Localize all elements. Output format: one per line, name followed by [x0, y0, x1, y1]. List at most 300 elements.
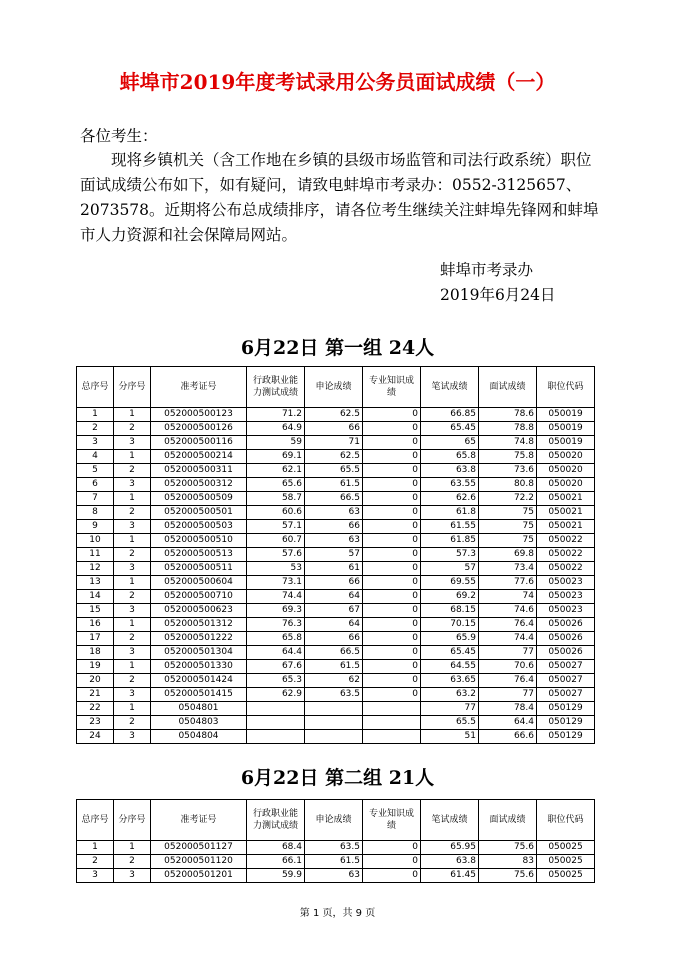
- header-total-no: 总序号: [77, 367, 114, 408]
- cell-essay-score: 63: [305, 869, 363, 883]
- cell-total-no: 21: [77, 688, 114, 702]
- table-row: [77, 688, 595, 702]
- table-row: [77, 590, 595, 604]
- cell-sub-no: 3: [114, 869, 151, 883]
- header-position-code: 职位代码: [537, 800, 595, 841]
- cell-aptitude-score: 57.1: [247, 520, 305, 534]
- cell-sub-no: 3: [114, 688, 151, 702]
- header-written-score: 笔试成绩: [421, 800, 479, 841]
- table-row: [77, 632, 595, 646]
- cell-written-score: 65.45: [421, 646, 479, 660]
- cell-total-no: 17: [77, 632, 114, 646]
- table-row: [77, 716, 595, 730]
- cell-total-no: 15: [77, 604, 114, 618]
- cell-position-code: 050022: [537, 548, 595, 562]
- cell-written-score: 65: [421, 436, 479, 450]
- cell-professional-score: 0: [363, 590, 421, 604]
- cell-professional-score: 0: [363, 478, 421, 492]
- header-position-code: 职位代码: [537, 367, 595, 408]
- cell-professional-score: 0: [363, 520, 421, 534]
- cell-sub-no: 2: [114, 632, 151, 646]
- cell-position-code: 050129: [537, 730, 595, 744]
- cell-interview-score: 75.8: [479, 450, 537, 464]
- cell-interview-score: 72.2: [479, 492, 537, 506]
- cell-sub-no: 2: [114, 855, 151, 869]
- table-row: [77, 730, 595, 744]
- cell-sub-no: 2: [114, 422, 151, 436]
- cell-interview-score: 77.6: [479, 576, 537, 590]
- cell-position-code: 050020: [537, 464, 595, 478]
- cell-interview-score: 83: [479, 855, 537, 869]
- cell-essay-score: 61.5: [305, 478, 363, 492]
- cell-professional-score: 0: [363, 436, 421, 450]
- cell-sub-no: 2: [114, 590, 151, 604]
- cell-essay-score: 64: [305, 590, 363, 604]
- cell-written-score: 57.3: [421, 548, 479, 562]
- cell-professional-score: 0: [363, 688, 421, 702]
- cell-interview-score: 77: [479, 688, 537, 702]
- cell-interview-score: 69.8: [479, 548, 537, 562]
- cell-total-no: 20: [77, 674, 114, 688]
- cell-written-score: 51: [421, 730, 479, 744]
- table-row: [77, 492, 595, 506]
- cell-total-no: 3: [77, 436, 114, 450]
- cell-professional-score: [363, 702, 421, 716]
- cell-interview-score: 75.6: [479, 841, 537, 855]
- cell-total-no: 16: [77, 618, 114, 632]
- cell-position-code: 050026: [537, 618, 595, 632]
- cell-interview-score: 64.4: [479, 716, 537, 730]
- cell-professional-score: 0: [363, 618, 421, 632]
- cell-essay-score: 63: [305, 506, 363, 520]
- cell-interview-score: 78.8: [479, 422, 537, 436]
- table-row: [77, 408, 595, 422]
- table-row: [77, 534, 595, 548]
- cell-total-no: 5: [77, 464, 114, 478]
- notice-body: 现将乡镇机关（含工作地在乡镇的县级市场监管和司法行政系统）职位面试成绩公布如下，如有疑问，请致电蚌埠市考录办：0552-3125657、2073578。近期将公布总成绩排序，请各位考生继续关注蚌埠先锋网和蚌埠市人力资源和社会保障局网站。: [80, 151, 599, 244]
- cell-exam-id: 052000500126: [151, 422, 247, 436]
- cell-aptitude-score: [247, 702, 305, 716]
- cell-exam-id: 052000500509: [151, 492, 247, 506]
- cell-interview-score: 66.6: [479, 730, 537, 744]
- cell-aptitude-score: 59.9: [247, 869, 305, 883]
- header-essay-score: 申论成绩: [305, 367, 363, 408]
- cell-aptitude-score: 59: [247, 436, 305, 450]
- table-row: [77, 674, 595, 688]
- score-table-group-1: [76, 366, 595, 744]
- cell-position-code: 050025: [537, 855, 595, 869]
- cell-written-score: 66.85: [421, 408, 479, 422]
- cell-written-score: 65.8: [421, 450, 479, 464]
- cell-interview-score: 75: [479, 520, 537, 534]
- header-exam-id: 准考证号: [151, 367, 247, 408]
- cell-exam-id: 0504801: [151, 702, 247, 716]
- cell-interview-score: 74.8: [479, 436, 537, 450]
- cell-aptitude-score: 76.3: [247, 618, 305, 632]
- cell-written-score: 68.15: [421, 604, 479, 618]
- cell-aptitude-score: 74.4: [247, 590, 305, 604]
- table-row: [77, 660, 595, 674]
- cell-position-code: 050021: [537, 492, 595, 506]
- cell-position-code: 050020: [537, 478, 595, 492]
- cell-essay-score: 64: [305, 618, 363, 632]
- cell-total-no: 14: [77, 590, 114, 604]
- cell-position-code: 050019: [537, 436, 595, 450]
- cell-essay-score: 61.5: [305, 660, 363, 674]
- score-table-group-2: [76, 799, 595, 883]
- cell-position-code: 050019: [537, 408, 595, 422]
- cell-interview-score: 80.8: [479, 478, 537, 492]
- cell-sub-no: 1: [114, 408, 151, 422]
- cell-aptitude-score: 65.3: [247, 674, 305, 688]
- cell-exam-id: 052000500511: [151, 562, 247, 576]
- table-row: [77, 478, 595, 492]
- document-title: 蚌埠市2019年度考试录用公务员面试成绩（一）: [119, 70, 556, 94]
- cell-aptitude-score: 73.1: [247, 576, 305, 590]
- header-aptitude-score: 行政职业能力测试成绩: [247, 367, 305, 408]
- date: 2019年6月24日: [440, 286, 556, 304]
- cell-professional-score: 0: [363, 408, 421, 422]
- cell-sub-no: 1: [114, 576, 151, 590]
- cell-written-score: 61.8: [421, 506, 479, 520]
- cell-essay-score: 65.5: [305, 464, 363, 478]
- table-row: [77, 464, 595, 478]
- table-row: [77, 562, 595, 576]
- cell-sub-no: 1: [114, 841, 151, 855]
- cell-professional-score: 0: [363, 855, 421, 869]
- cell-position-code: 050022: [537, 562, 595, 576]
- cell-total-no: 1: [77, 841, 114, 855]
- table-row: [77, 869, 595, 883]
- cell-aptitude-score: 60.6: [247, 506, 305, 520]
- cell-total-no: 22: [77, 702, 114, 716]
- cell-professional-score: 0: [363, 548, 421, 562]
- cell-aptitude-score: 64.9: [247, 422, 305, 436]
- cell-professional-score: 0: [363, 660, 421, 674]
- cell-position-code: 050026: [537, 632, 595, 646]
- cell-exam-id: 052000501304: [151, 646, 247, 660]
- cell-aptitude-score: 69.3: [247, 604, 305, 618]
- cell-sub-no: 2: [114, 464, 151, 478]
- cell-exam-id: 052000500510: [151, 534, 247, 548]
- cell-essay-score: 62: [305, 674, 363, 688]
- cell-position-code: 050026: [537, 646, 595, 660]
- cell-exam-id: 052000501415: [151, 688, 247, 702]
- cell-essay-score: 63: [305, 534, 363, 548]
- cell-aptitude-score: 66.1: [247, 855, 305, 869]
- cell-exam-id: 052000501120: [151, 855, 247, 869]
- cell-written-score: 63.8: [421, 464, 479, 478]
- cell-interview-score: 73.6: [479, 464, 537, 478]
- cell-professional-score: 0: [363, 632, 421, 646]
- cell-sub-no: 1: [114, 534, 151, 548]
- cell-written-score: 62.6: [421, 492, 479, 506]
- cell-essay-score: 71: [305, 436, 363, 450]
- table-header-row: [77, 800, 595, 841]
- cell-essay-score: 61: [305, 562, 363, 576]
- cell-total-no: 4: [77, 450, 114, 464]
- cell-professional-score: 0: [363, 450, 421, 464]
- cell-written-score: 63.55: [421, 478, 479, 492]
- header-professional-score: 专业知识成绩: [363, 800, 421, 841]
- cell-position-code: 050023: [537, 590, 595, 604]
- cell-exam-id: 052000500604: [151, 576, 247, 590]
- cell-written-score: 61.85: [421, 534, 479, 548]
- cell-professional-score: 0: [363, 506, 421, 520]
- cell-written-score: 69.2: [421, 590, 479, 604]
- cell-position-code: 050023: [537, 604, 595, 618]
- cell-aptitude-score: 65.8: [247, 632, 305, 646]
- cell-written-score: 63.2: [421, 688, 479, 702]
- cell-interview-score: 74.4: [479, 632, 537, 646]
- cell-professional-score: 0: [363, 604, 421, 618]
- cell-professional-score: 0: [363, 464, 421, 478]
- table-row: [77, 450, 595, 464]
- cell-interview-score: 78.4: [479, 702, 537, 716]
- cell-professional-score: 0: [363, 422, 421, 436]
- cell-sub-no: 1: [114, 618, 151, 632]
- cell-essay-score: 62.5: [305, 408, 363, 422]
- cell-exam-id: 052000500710: [151, 590, 247, 604]
- cell-total-no: 2: [77, 855, 114, 869]
- cell-aptitude-score: 62.9: [247, 688, 305, 702]
- cell-total-no: 11: [77, 548, 114, 562]
- greeting: 各位考生：: [80, 127, 158, 145]
- table-row: [77, 646, 595, 660]
- cell-essay-score: [305, 716, 363, 730]
- cell-total-no: 8: [77, 506, 114, 520]
- cell-total-no: 3: [77, 869, 114, 883]
- cell-exam-id: 052000500503: [151, 520, 247, 534]
- cell-essay-score: 66: [305, 632, 363, 646]
- cell-exam-id: 052000501201: [151, 869, 247, 883]
- table-row: [77, 506, 595, 520]
- group-title-2: 6月22日 第二组 21人: [240, 767, 435, 789]
- cell-exam-id: 0504803: [151, 716, 247, 730]
- cell-written-score: 77: [421, 702, 479, 716]
- cell-professional-score: 0: [363, 576, 421, 590]
- cell-essay-score: 66.5: [305, 646, 363, 660]
- cell-total-no: 24: [77, 730, 114, 744]
- cell-position-code: 050023: [537, 576, 595, 590]
- cell-interview-score: 74.6: [479, 604, 537, 618]
- cell-position-code: 050025: [537, 869, 595, 883]
- cell-exam-id: 052000501222: [151, 632, 247, 646]
- cell-professional-score: 0: [363, 869, 421, 883]
- cell-sub-no: 1: [114, 660, 151, 674]
- cell-essay-score: 67: [305, 604, 363, 618]
- cell-position-code: 050019: [537, 422, 595, 436]
- cell-interview-score: 74: [479, 590, 537, 604]
- cell-total-no: 13: [77, 576, 114, 590]
- cell-written-score: 57: [421, 562, 479, 576]
- cell-exam-id: 052000501127: [151, 841, 247, 855]
- cell-total-no: 23: [77, 716, 114, 730]
- cell-essay-score: [305, 730, 363, 744]
- cell-professional-score: [363, 730, 421, 744]
- cell-interview-score: 75: [479, 534, 537, 548]
- cell-sub-no: 3: [114, 646, 151, 660]
- header-exam-id: 准考证号: [151, 800, 247, 841]
- cell-exam-id: 052000500623: [151, 604, 247, 618]
- cell-sub-no: 3: [114, 436, 151, 450]
- header-essay-score: 申论成绩: [305, 800, 363, 841]
- cell-essay-score: 63.5: [305, 841, 363, 855]
- cell-essay-score: 66.5: [305, 492, 363, 506]
- cell-exam-id: 052000500312: [151, 478, 247, 492]
- cell-total-no: 19: [77, 660, 114, 674]
- cell-professional-score: 0: [363, 492, 421, 506]
- cell-position-code: 050027: [537, 688, 595, 702]
- cell-interview-score: 70.6: [479, 660, 537, 674]
- cell-written-score: 65.9: [421, 632, 479, 646]
- cell-written-score: 70.15: [421, 618, 479, 632]
- cell-essay-score: [305, 702, 363, 716]
- cell-sub-no: 3: [114, 478, 151, 492]
- cell-written-score: 65.95: [421, 841, 479, 855]
- header-interview-score: 面试成绩: [479, 800, 537, 841]
- cell-essay-score: 66: [305, 422, 363, 436]
- cell-professional-score: 0: [363, 646, 421, 660]
- cell-aptitude-score: [247, 716, 305, 730]
- table-row: [77, 520, 595, 534]
- cell-position-code: 050022: [537, 534, 595, 548]
- cell-essay-score: 61.5: [305, 855, 363, 869]
- header-sub-no: 分序号: [114, 800, 151, 841]
- cell-total-no: 1: [77, 408, 114, 422]
- header-total-no: 总序号: [77, 800, 114, 841]
- cell-written-score: 64.55: [421, 660, 479, 674]
- cell-total-no: 6: [77, 478, 114, 492]
- table-row: [77, 618, 595, 632]
- cell-written-score: 61.45: [421, 869, 479, 883]
- header-professional-score: 专业知识成绩: [363, 367, 421, 408]
- table-row: [77, 855, 595, 869]
- cell-position-code: 050021: [537, 506, 595, 520]
- cell-position-code: 050129: [537, 702, 595, 716]
- cell-aptitude-score: [247, 730, 305, 744]
- cell-position-code: 050020: [537, 450, 595, 464]
- cell-essay-score: 66: [305, 520, 363, 534]
- cell-interview-score: 76.4: [479, 618, 537, 632]
- cell-sub-no: 1: [114, 492, 151, 506]
- cell-position-code: 050021: [537, 520, 595, 534]
- table-row: [77, 422, 595, 436]
- header-sub-no: 分序号: [114, 367, 151, 408]
- cell-interview-score: 78.6: [479, 408, 537, 422]
- cell-interview-score: 77: [479, 646, 537, 660]
- cell-sub-no: 1: [114, 450, 151, 464]
- table-row: [77, 436, 595, 450]
- cell-professional-score: [363, 716, 421, 730]
- cell-aptitude-score: 53: [247, 562, 305, 576]
- cell-interview-score: 76.4: [479, 674, 537, 688]
- cell-exam-id: 052000500501: [151, 506, 247, 520]
- cell-interview-score: 75: [479, 506, 537, 520]
- cell-aptitude-score: 62.1: [247, 464, 305, 478]
- cell-exam-id: 052000501424: [151, 674, 247, 688]
- cell-position-code: 050025: [537, 841, 595, 855]
- cell-interview-score: 73.4: [479, 562, 537, 576]
- cell-sub-no: 2: [114, 548, 151, 562]
- cell-total-no: 2: [77, 422, 114, 436]
- cell-written-score: 61.55: [421, 520, 479, 534]
- cell-total-no: 9: [77, 520, 114, 534]
- table-row: [77, 576, 595, 590]
- cell-sub-no: 3: [114, 604, 151, 618]
- cell-written-score: 63.65: [421, 674, 479, 688]
- table-row: [77, 702, 595, 716]
- cell-exam-id: 052000500513: [151, 548, 247, 562]
- cell-total-no: 18: [77, 646, 114, 660]
- cell-position-code: 050129: [537, 716, 595, 730]
- cell-sub-no: 1: [114, 702, 151, 716]
- header-written-score: 笔试成绩: [421, 367, 479, 408]
- cell-aptitude-score: 65.6: [247, 478, 305, 492]
- cell-aptitude-score: 57.6: [247, 548, 305, 562]
- cell-essay-score: 62.5: [305, 450, 363, 464]
- cell-aptitude-score: 68.4: [247, 841, 305, 855]
- cell-written-score: 63.8: [421, 855, 479, 869]
- cell-professional-score: 0: [363, 562, 421, 576]
- cell-aptitude-score: 60.7: [247, 534, 305, 548]
- header-aptitude-score: 行政职业能力测试成绩: [247, 800, 305, 841]
- cell-exam-id: 052000500214: [151, 450, 247, 464]
- group-title-1: 6月22日 第一组 24人: [240, 337, 435, 359]
- cell-professional-score: 0: [363, 534, 421, 548]
- header-interview-score: 面试成绩: [479, 367, 537, 408]
- cell-essay-score: 57: [305, 548, 363, 562]
- cell-aptitude-score: 58.7: [247, 492, 305, 506]
- cell-aptitude-score: 67.6: [247, 660, 305, 674]
- cell-exam-id: 052000500311: [151, 464, 247, 478]
- cell-exam-id: 052000501312: [151, 618, 247, 632]
- cell-interview-score: 75.6: [479, 869, 537, 883]
- cell-total-no: 10: [77, 534, 114, 548]
- page-footer: 第 1 页，共 9 页: [299, 908, 376, 919]
- table-row: [77, 604, 595, 618]
- cell-written-score: 65.5: [421, 716, 479, 730]
- cell-sub-no: 2: [114, 716, 151, 730]
- cell-essay-score: 63.5: [305, 688, 363, 702]
- cell-written-score: 65.45: [421, 422, 479, 436]
- cell-total-no: 7: [77, 492, 114, 506]
- signature: 蚌埠市考录办: [440, 261, 534, 279]
- cell-exam-id: 052000500116: [151, 436, 247, 450]
- cell-aptitude-score: 69.1: [247, 450, 305, 464]
- cell-aptitude-score: 64.4: [247, 646, 305, 660]
- cell-sub-no: 3: [114, 562, 151, 576]
- table-row: [77, 841, 595, 855]
- cell-exam-id: 052000500123: [151, 408, 247, 422]
- cell-professional-score: 0: [363, 841, 421, 855]
- cell-sub-no: 2: [114, 674, 151, 688]
- table-row: [77, 548, 595, 562]
- cell-sub-no: 2: [114, 506, 151, 520]
- cell-written-score: 69.55: [421, 576, 479, 590]
- cell-aptitude-score: 71.2: [247, 408, 305, 422]
- cell-position-code: 050027: [537, 660, 595, 674]
- cell-professional-score: 0: [363, 674, 421, 688]
- cell-essay-score: 66: [305, 576, 363, 590]
- cell-position-code: 050027: [537, 674, 595, 688]
- cell-sub-no: 3: [114, 730, 151, 744]
- cell-exam-id: 052000501330: [151, 660, 247, 674]
- table-header-row: [77, 367, 595, 408]
- cell-exam-id: 0504804: [151, 730, 247, 744]
- cell-total-no: 12: [77, 562, 114, 576]
- cell-sub-no: 3: [114, 520, 151, 534]
